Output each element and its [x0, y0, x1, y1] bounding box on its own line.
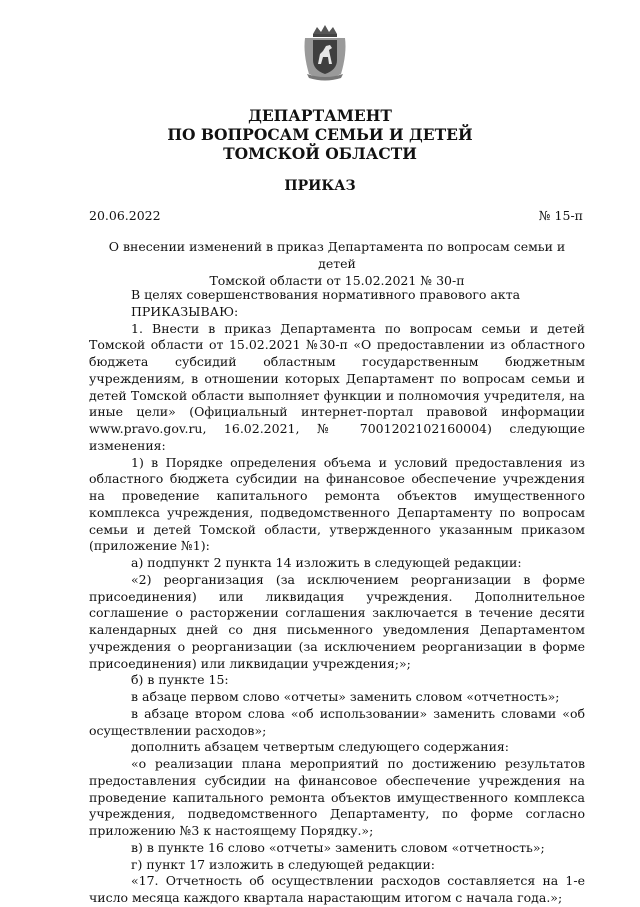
department-line-2: ПО ВОПРОСАМ СЕМЬИ И ДЕТЕЙ: [167, 125, 473, 144]
paragraph-quote-2: «2) реорганизация (за исключением реорганизации в форме присоединения) или ликвидация учреждения. Дополнительное соглашение о расторжении соглашения заключается в течение десяти календарных дней со дня письменного уведомления Департаментом учреждения о реорганизации (за исключением реорганизации в форме присоединения) или ликвидации учреждения;»;: [89, 571, 585, 671]
subject-line-1: О внесении изменений в приказ Департамента по вопросам семьи и детей: [108, 239, 566, 271]
document-number: № 15-п: [538, 208, 583, 223]
department-heading: [0, 106, 640, 163]
document-subject: [89, 238, 585, 289]
paragraph-subitem-g: г) пункт 17 изложить в следующей редакции:: [131, 856, 436, 872]
paragraph-subitem-v: в) в пункте 16 слово «отчеты» заменить словом «отчетность»;: [131, 839, 545, 855]
paragraph-abzac-1: в абзаце первом слово «отчеты» заменить словом «отчетность»;: [131, 689, 560, 704]
subject-line-2: Томской области от 15.02.2021 № 30-п: [209, 273, 465, 288]
document-date: 20.06.2022: [89, 208, 161, 223]
paragraph-abzac-4: дополнить абзацем четвертым следующего содержания:: [131, 739, 510, 755]
paragraph-order-word: ПРИКАЗЫВАЮ:: [131, 303, 239, 319]
paragraph-subitem-a: а) подпункт 2 пункта 14 изложить в следующей редакции:: [131, 555, 522, 570]
paragraph-abzac-2: в абзаце втором слова «об использовании» заменить словами «об осуществлении расходов»;: [89, 705, 585, 738]
document-type: ПРИКАЗ: [284, 178, 356, 194]
document-body: [89, 287, 585, 907]
paragraph-item-1: 1. Внести в приказ Департамента по вопросам семьи и детей Томской области от 15.02.2021 №30-п «О предоставлении из областного бюджета субсидий областным государственным бюджетным учреждениям, в отношении которых Департамент по вопросам семьи и детей Томской области выполняет функции и полномочия учредителя, на иные цели» (Официальный интернет-портал правовой информации www.pravo.gov.ru, 16.02.2021, № 7001202102160004) следующие изменения:: [89, 320, 585, 453]
paragraph-quote-17: «17. Отчетность об осуществлении расходов составляется на 1-е число месяца каждого квартала нарастающим итогом с начала года.»;: [89, 873, 585, 905]
paragraph-preamble: В целях совершенствования нормативного правового акта: [131, 287, 521, 302]
paragraph-quote-report: «о реализации плана мероприятий по достижению результатов предоставления субсидии на финансовое обеспечение учреждения на проведение капитального ремонта объектов имущественного комплекса учреждения, подведомственного Департаменту, по форме согласно приложению №3 к настоящему Порядку.»;: [89, 756, 585, 838]
paragraph-subitem-b: б) в пункте 15:: [131, 672, 229, 688]
department-line-1: ДЕПАРТАМЕНТ: [248, 106, 392, 125]
paragraph-subitem-1: 1) в Порядке определения объема и условий предоставления из областного бюджета субсидии на финансовое обеспечение учреждения на проведение капитального ремонта объектов имущественного комплекса учреждения, подведомственного Департаменту по вопросам семьи и детей Томской области, утвержденного указанным приказом (приложение №1):: [89, 454, 585, 554]
department-line-3: ТОМСКОЙ ОБЛАСТИ: [223, 144, 417, 163]
coat-of-arms-icon: [301, 24, 349, 82]
